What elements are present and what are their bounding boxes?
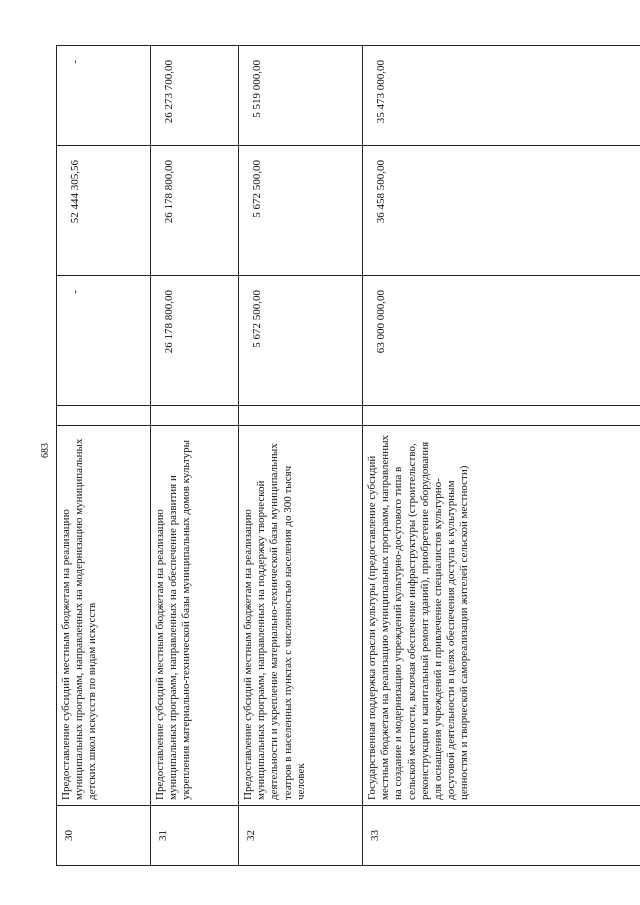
amount-col-1: - (57, 276, 151, 406)
table-row (151, 46, 239, 866)
amount-col-2: 52 444 305,56 (57, 146, 151, 276)
amount-col-3: 5 519 000,00 (239, 46, 363, 146)
amount-col-3: 26 273 700,00 (151, 46, 239, 146)
row-number: 30 (57, 806, 151, 866)
table-container (56, 46, 600, 866)
table-row (57, 46, 151, 866)
row-number: 33 (363, 806, 640, 866)
amount-col-2: 5 672 500,00 (239, 146, 363, 276)
row-description: Предоставление субсидий местным бюджетам на реализацию муниципальных программ, направленных на поддержку творческой деятельности и укрепление материально-технической базы муниципальных театров в населенных пунктах с численностью населения до 300 тысяч человек (239, 426, 363, 806)
empty-cell (363, 406, 640, 426)
empty-cell (151, 406, 239, 426)
rotated-table-area (56, 46, 600, 866)
amount-col-1: 5 672 500,00 (239, 276, 363, 406)
amount-col-1: 63 000 000,00 (363, 276, 640, 406)
amount-col-3: - (57, 46, 151, 146)
empty-cell (57, 406, 151, 426)
amount-col-1: 26 178 800,00 (151, 276, 239, 406)
row-description: Предоставление субсидий местным бюджетам на реализацию муниципальных программ, направленных на модернизацию муниципальных детских школ искусств по видам искусств (57, 426, 151, 806)
table-row (239, 46, 363, 866)
table-row (363, 46, 640, 866)
row-number: 31 (151, 806, 239, 866)
page-number (33, 438, 57, 462)
empty-cell (239, 406, 363, 426)
row-description: Государственная поддержка отрасли культуры (предоставление субсидий местным бюджетам на реализацию муниципальных программ, направленных на создание и модернизацию учреждений культурно-досугового типа в сельской местности, включая обеспечение инфраструктуры (строительство, реконструкцию и капитальный ремонт зданий), приобретение оборудования для оснащения учреждений и привлечение специалистов культурно-досуговой деятельности в целях обеспечения доступа к культурным ценностям и творческой самореализации жителей сельской местности) (363, 426, 640, 806)
amount-col-2: 26 178 800,00 (151, 146, 239, 276)
budget-table (56, 45, 640, 866)
amount-col-3: 35 473 000,00 (363, 46, 640, 146)
amount-col-2: 36 458 500,00 (363, 146, 640, 276)
row-number: 32 (239, 806, 363, 866)
row-description: Предоставление субсидий местным бюджетам на реализацию муниципальных программ, направленных на обеспечение развития и укрепления материально-технической базы муниципальных домов культуры (151, 426, 239, 806)
page-number-text: 683 (39, 442, 51, 458)
